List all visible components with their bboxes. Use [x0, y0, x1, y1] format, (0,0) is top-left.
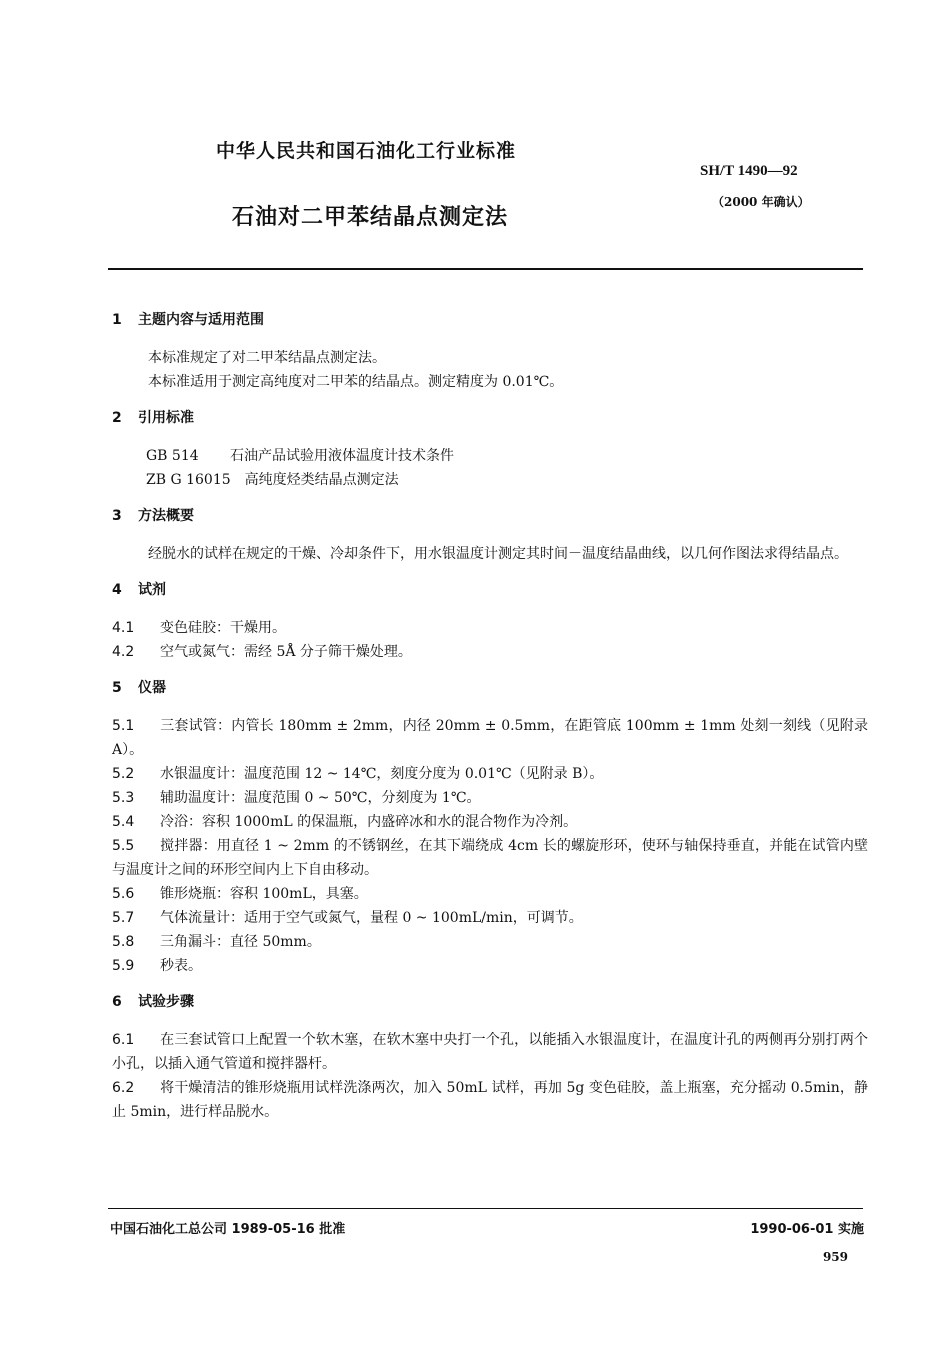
section-number: 4 — [112, 582, 122, 598]
section-title: 引用标准 — [138, 410, 194, 426]
clause-text: 将干燥清洁的锥形烧瓶用试样洗涤两次，加入 50mL 试样，再加 5g 变色硅胶，盖上瓶塞，充分摇动 0.5min，静止 5min，进行样品脱水。 — [112, 1080, 868, 1120]
reference-item — [112, 468, 868, 492]
clause-item — [112, 640, 868, 664]
document-body — [112, 310, 868, 1124]
footer-divider — [108, 1208, 863, 1209]
clause-text: 三角漏斗：直径 50mm。 — [160, 934, 321, 950]
reference-item — [112, 444, 868, 468]
section-heading-procedure — [112, 992, 868, 1012]
reference-title: 高纯度烃类结晶点测定法 — [244, 472, 399, 488]
section-number: 5 — [112, 680, 122, 696]
clause-text: 空气或氮气：需经 5Å 分子筛干燥处理。 — [160, 644, 412, 660]
section-heading-apparatus — [112, 678, 868, 698]
clause-number: 6.2 — [112, 1080, 135, 1096]
clause-number: 5.5 — [112, 838, 135, 854]
clause-number: 5.9 — [112, 958, 135, 974]
clause-number: 6.1 — [112, 1032, 135, 1048]
clause-number: 5.6 — [112, 886, 135, 902]
approval-line: 中国石油化工总公司 1989-05-16 批准 — [110, 1222, 346, 1237]
section-heading-scope — [112, 310, 868, 330]
clause-item — [112, 1028, 868, 1076]
clause-number: 5.3 — [112, 790, 135, 806]
reference-code: ZB G 16015 — [146, 472, 231, 488]
clause-item — [112, 616, 868, 640]
section-title: 方法概要 — [138, 508, 194, 524]
clause-item — [112, 714, 868, 762]
section-heading-references — [112, 408, 868, 428]
clause-number: 5.7 — [112, 910, 135, 926]
standard-code: SH/T 1490—92 — [700, 163, 798, 179]
effective-date: 1990-06-01 实施 — [750, 1222, 864, 1237]
section-heading-method-summary — [112, 506, 868, 526]
clause-item — [112, 1076, 868, 1124]
clause-number: 5.8 — [112, 934, 135, 950]
clause-text: 辅助温度计：温度范围 0 ~ 50℃，分刻度为 1℃。 — [160, 790, 481, 806]
clause-text: 三套试管：内管长 180mm ± 2mm，内径 20mm ± 0.5mm，在距管底 100mm ± 1mm 处刻一刻线（见附录 A）。 — [112, 718, 868, 758]
section-number: 6 — [112, 994, 122, 1010]
clause-text: 在三套试管口上配置一个软木塞，在软木塞中央打一个孔，以能插入水银温度计，在温度计孔的两侧再分别打两个小孔，以插入通气管道和搅拌器杆。 — [112, 1032, 868, 1072]
section-title: 试验步骤 — [138, 994, 194, 1010]
clause-text: 水银温度计：温度范围 12 ~ 14℃，刻度分度为 0.01℃（见附录 B）。 — [160, 766, 604, 782]
section-title: 试剂 — [138, 582, 166, 598]
paragraph: 经脱水的试样在规定的干燥、冷却条件下，用水银温度计测定其时间－温度结晶曲线，以几何作图法求得结晶点。 — [148, 546, 848, 562]
clause-text: 气体流量计：适用于空气或氮气，量程 0 ~ 100mL/min，可调节。 — [160, 910, 583, 926]
reference-code: GB 514 — [146, 448, 199, 464]
clause-item — [112, 834, 868, 882]
clause-number: 5.2 — [112, 766, 135, 782]
clause-item — [112, 882, 868, 906]
clause-number: 4.2 — [112, 644, 135, 660]
clause-number: 5.4 — [112, 814, 135, 830]
clause-item — [112, 810, 868, 834]
paragraph: 本标准规定了对二甲苯结晶点测定法。 — [148, 350, 386, 366]
page-number: 959 — [822, 1250, 848, 1264]
document-title: 石油对二甲苯结晶点测定法 — [232, 205, 509, 230]
reference-title: 石油产品试验用液体温度计技术条件 — [230, 448, 454, 464]
clause-item — [112, 906, 868, 930]
clause-number: 4.1 — [112, 620, 135, 636]
clause-text: 冷浴：容积 1000mL 的保温瓶，内盛碎冰和水的混合物作为冷剂。 — [160, 814, 578, 830]
clause-text: 锥形烧瓶：容积 100mL，具塞。 — [160, 886, 368, 902]
section-number: 3 — [112, 508, 122, 524]
clause-text: 搅拌器：用直径 1 ~ 2mm 的不锈钢丝，在其下端绕成 4cm 长的螺旋形环，使环与轴保持垂直，并能在试管内壁与温度计之间的环形空间内上下自由移动。 — [112, 838, 868, 878]
clause-item — [112, 954, 868, 978]
clause-item — [112, 786, 868, 810]
section-number: 2 — [112, 410, 122, 426]
issuing-standard-category: 中华人民共和国石油化工行业标准 — [216, 140, 517, 162]
confirmation-note: （2000 年确认） — [712, 195, 810, 209]
clause-number: 5.1 — [112, 718, 135, 734]
clause-text: 秒表。 — [160, 958, 202, 974]
clause-item — [112, 930, 868, 954]
header-divider — [108, 268, 863, 270]
clause-item — [112, 762, 868, 786]
paragraph: 本标准适用于测定高纯度对二甲苯的结晶点。测定精度为 0.01℃。 — [148, 374, 564, 390]
section-number: 1 — [112, 312, 122, 328]
section-heading-reagents — [112, 580, 868, 600]
clause-text: 变色硅胶：干燥用。 — [160, 620, 286, 636]
section-title: 主题内容与适用范围 — [138, 312, 264, 328]
section-title: 仪器 — [138, 680, 166, 696]
